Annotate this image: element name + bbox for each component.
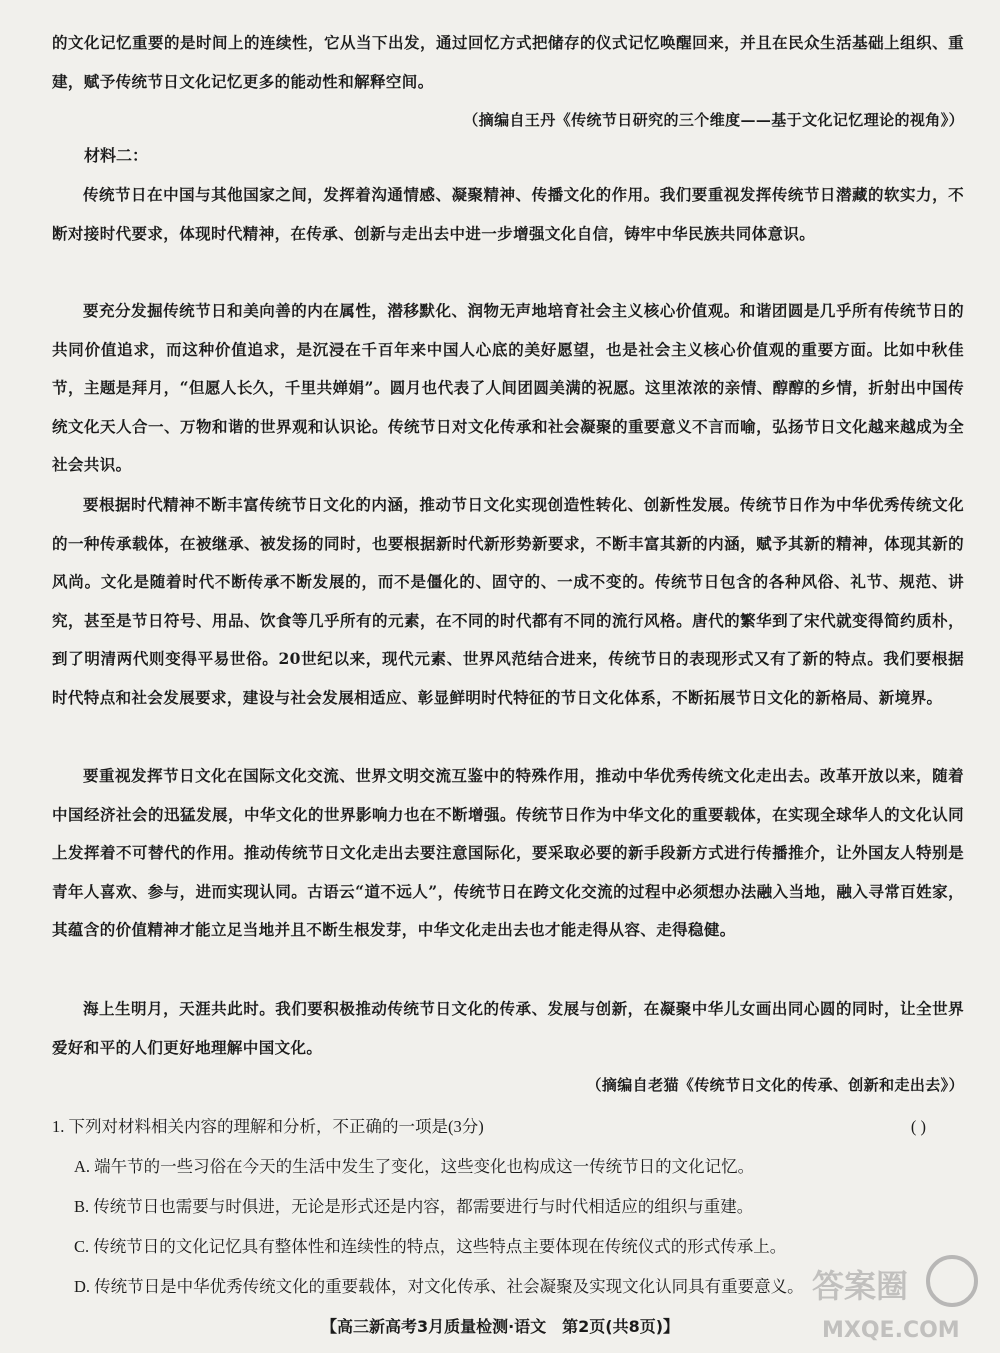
material2-paragraph-4: 要重视发挥节日文化在国际文化交流、世界文明交流互鉴中的特殊作用，推动中华优秀传统文化走出去。改革开放以来，随着中国经济社会的迅猛发展，中华文化的世界影响力也在不断增强。传统节日作为中华文化的重要载体，在实现全球华人的文化认同上发挥着不可替代的作用。推动传统节日文化走出去要注意国际化，要采取必要的新手段新方式进行传播推介，让外国友人特别是青年人喜欢、参与，进而实现认同。古语云“道不远人”，传统节日在跨文化交流的过程中必须想办法融入当地，融入寻常百姓家，其蕴含的价值精神才能立足当地并且不断生根发芽，中华文化走出去也才能走得从容、走得稳健。 <box>52 766 964 939</box>
material2-paragraph-3: 要根据时代精神不断丰富传统节日文化的内涵，推动节日文化实现创造性转化、创新性发展。传统节日作为中华优秀传统文化的一种传承载体，在被继承、被发扬的同时，也要根据新时代新形势新要求，不断丰富其新的内涵，赋予其新的精神，体现其新的风尚。文化是随着时代不断传承不断发展的，而不是僵化的、固守的、一成不变的。传统节日包含的各种风俗、礼节、规范、讲究，甚至是节日符号、用品、饮食等几乎所有的元素，在不同的时代都有不同的流行风格。唐代的繁华到了宋代就变得简约质朴，到了明清两代则变得平易世俗。20世纪以来，现代元素、世界风范结合进来，传统节日的表现形式又有了新的特点。我们要根据时代特点和社会发展要求，建设与社会发展相适应、彰显鲜明时代特征的节日文化体系，不断拓展节日文化的新格局、新境界。 <box>52 495 964 707</box>
material2-paragraph-5: 海上生明月，天涯共此时。我们要积极推动传统节日文化的传承、发展与创新，在凝聚中华儿女画出同心圆的同时，让全世界爱好和平的人们更好地理解中国文化。 <box>52 999 964 1057</box>
page-footer: 【高三新高考3月质量检测·语文 第2页(共8页)】 <box>320 1317 680 1336</box>
option-d[interactable]: D. 传统节日是中华优秀传统文化的重要载体，对文化传承、社会凝聚及实现文化认同具有重要意义。 <box>74 1277 804 1296</box>
option-b[interactable]: B. 传统节日也需要与时俱进，无论是形式还是内容，都需要进行与时代相适应的组织与重建。 <box>74 1197 754 1216</box>
question-1-stem <box>52 1107 964 1147</box>
material2-heading: 材料二： <box>84 146 149 165</box>
question-1-text: 1. 下列对材料相关内容的理解和分析，不正确的一项是(3分) <box>52 1117 484 1136</box>
option-a[interactable]: A. 端午节的一些习俗在今天的生活中发生了变化，这些变化也构成这一传统节日的文化记忆。 <box>74 1157 755 1176</box>
material2-citation: （摘编自老猫《传统节日文化的传承、创新和走出去》） <box>586 1076 964 1094</box>
material1-citation: （摘编自王丹《传统节日研究的三个维度——基于文化记忆理论的视角》） <box>463 111 964 129</box>
watermark-line2: MXQE.COM <box>822 1318 960 1343</box>
material2-paragraph-1: 传统节日在中国与其他国家之间，发挥着沟通情感、凝聚精神、传播文化的作用。我们要重视发挥传统节日潜藏的软实力，不断对接时代要求，体现时代精神，在传承、创新与走出去中进一步增强文化自信，铸牢中华民族共同体意识。 <box>52 185 964 243</box>
watermark-logo <box>802 1251 982 1347</box>
material2-paragraph-2: 要充分发掘传统节日和美向善的内在属性，潜移默化、润物无声地培育社会主义核心价值观。和谐团圆是几乎所有传统节日的共同价值追求，而这种价值追求，是沉浸在千百年来中国人心底的美好愿望，也是社会主义核心价值观的重要方面。比如中秋佳节，主题是拜月，“但愿人长久，千里共婵娟”。圆月也代表了人间团圆美满的祝愿。这里浓浓的亲情、醇醇的乡情，折射出中国传统文化天人合一、万物和谐的世界观和认识论。传统节日对文化传承和社会凝聚的重要意义不言而喻，弘扬节日文化越来越成为全社会共识。 <box>52 301 964 474</box>
answer-blank[interactable]: ( ) <box>910 1117 926 1136</box>
option-c[interactable]: C. 传统节日的文化记忆具有整体性和连续性的特点，这些特点主要体现在传统仪式的形式传承上。 <box>74 1237 787 1256</box>
material1-tail: 的文化记忆重要的是时间上的连续性，它从当下出发，通过回忆方式把储存的仪式记忆唤醒回来，并且在民众生活基础上组织、重建，赋予传统节日文化记忆更多的能动性和解释空间。 <box>52 33 964 91</box>
watermark-line1: 答案圈 <box>812 1267 909 1305</box>
